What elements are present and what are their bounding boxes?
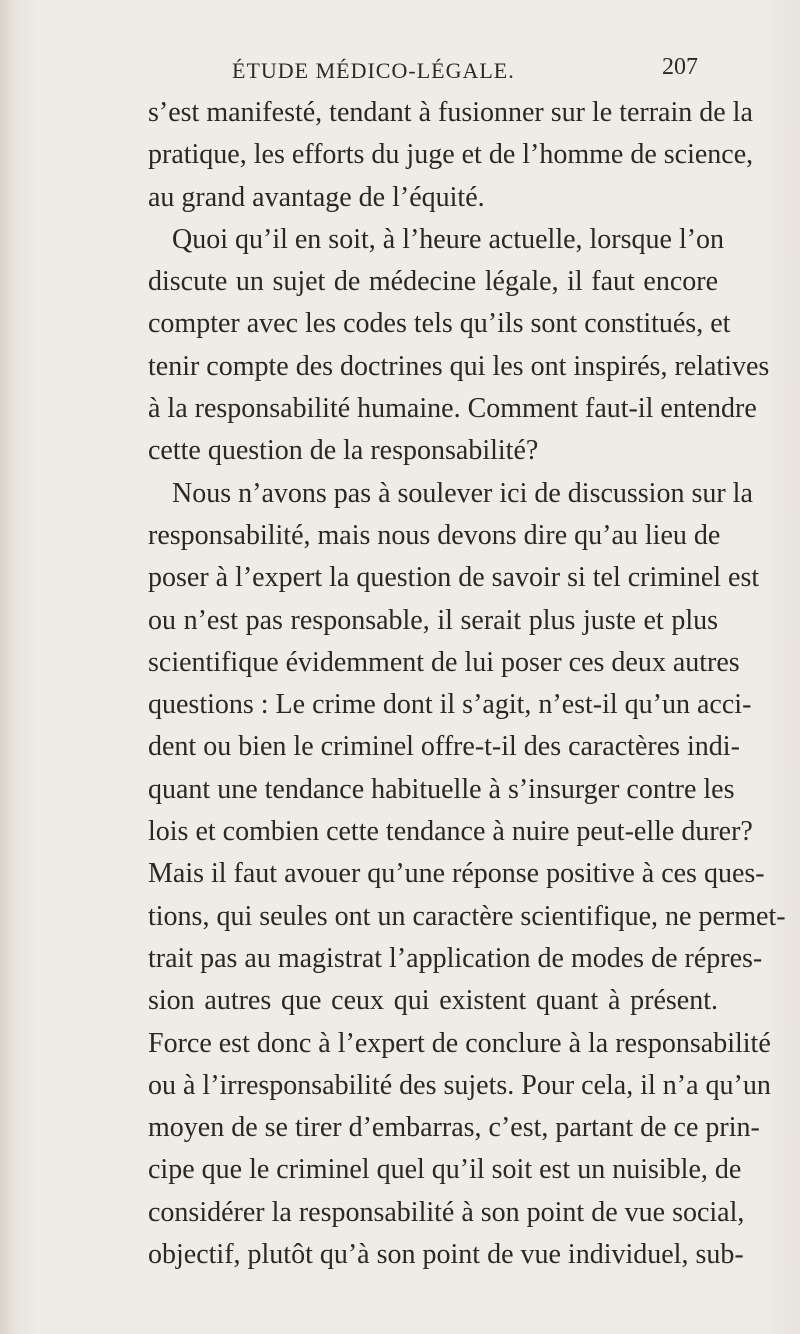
text-line: cette question de la responsabilité? [148,435,539,467]
text-line: à la responsabilité humaine. Comment faut-il entendre [148,393,757,425]
text-line: discute un sujet de médecine légale, il faut encore [148,266,718,298]
text-line: scientifique évidemment de lui poser ces deux autres [148,646,740,678]
body-text [148,92,786,1276]
text-line: dent ou bien le criminel offre-t-il des caractères indi- [148,731,740,763]
text-line: responsabilité, mais nous devons dire qu’au lieu de [148,519,721,551]
text-line: trait pas au magistrat l’application de modes de répres- [148,942,763,974]
text-line: lois et combien cette tendance à nuire peut-elle durer? [148,816,753,848]
text-line: au grand avantage de l’équité. [148,181,485,213]
text-line: questions : Le crime dont il s’agit, n’est-il qu’un acci- [148,689,752,721]
text-line: Nous n’avons pas à soulever ici de discussion sur la [172,477,753,509]
text-line: poser à l’expert la question de savoir si tel criminel est [148,562,760,594]
text-line: considérer la responsabilité à son point de vue social, [148,1196,745,1228]
text-line: Force est donc à l’expert de conclure à la responsabilité [148,1027,771,1059]
text-line: compter avec les codes tels qu’ils sont constitués, et [148,308,731,340]
text-line: ou à l’irresponsabilité des sujets. Pour cela, il n’a qu’un [148,1069,771,1101]
text-line: tenir compte des doctrines qui les ont inspirés, relatives [148,350,770,382]
text-line: cipe que le criminel quel qu’il soit est un nuisible, de [148,1154,742,1186]
page-number: 207 [662,54,698,80]
text-line: objectif, plutôt qu’à son point de vue individuel, sub- [148,1239,744,1271]
text-line: Quoi qu’il en soit, à l’heure actuelle, lorsque l’on [172,223,725,255]
text-line: tions, qui seules ont un caractère scientifique, ne permet- [148,900,786,932]
text-line: Mais il faut avouer qu’une réponse positive à ces ques- [148,858,765,890]
running-title: ÉTUDE MÉDICO-LÉGALE. [232,58,515,83]
text-line: sion autres que ceux qui existent quant à présent. [148,985,718,1017]
text-line: moyen de se tirer d’embarras, c’est, partant de ce prin- [148,1112,760,1144]
text-line: s’est manifesté, tendant à fusionner sur le terrain de la [148,97,753,128]
text-line: pratique, les efforts du juge et de l’homme de science, [148,139,754,171]
gutter-shadow [0,0,14,1334]
text-line: quant une tendance habituelle à s’insurger contre les [148,773,735,805]
text-line: ou n’est pas responsable, il serait plus juste et plus [148,604,718,636]
